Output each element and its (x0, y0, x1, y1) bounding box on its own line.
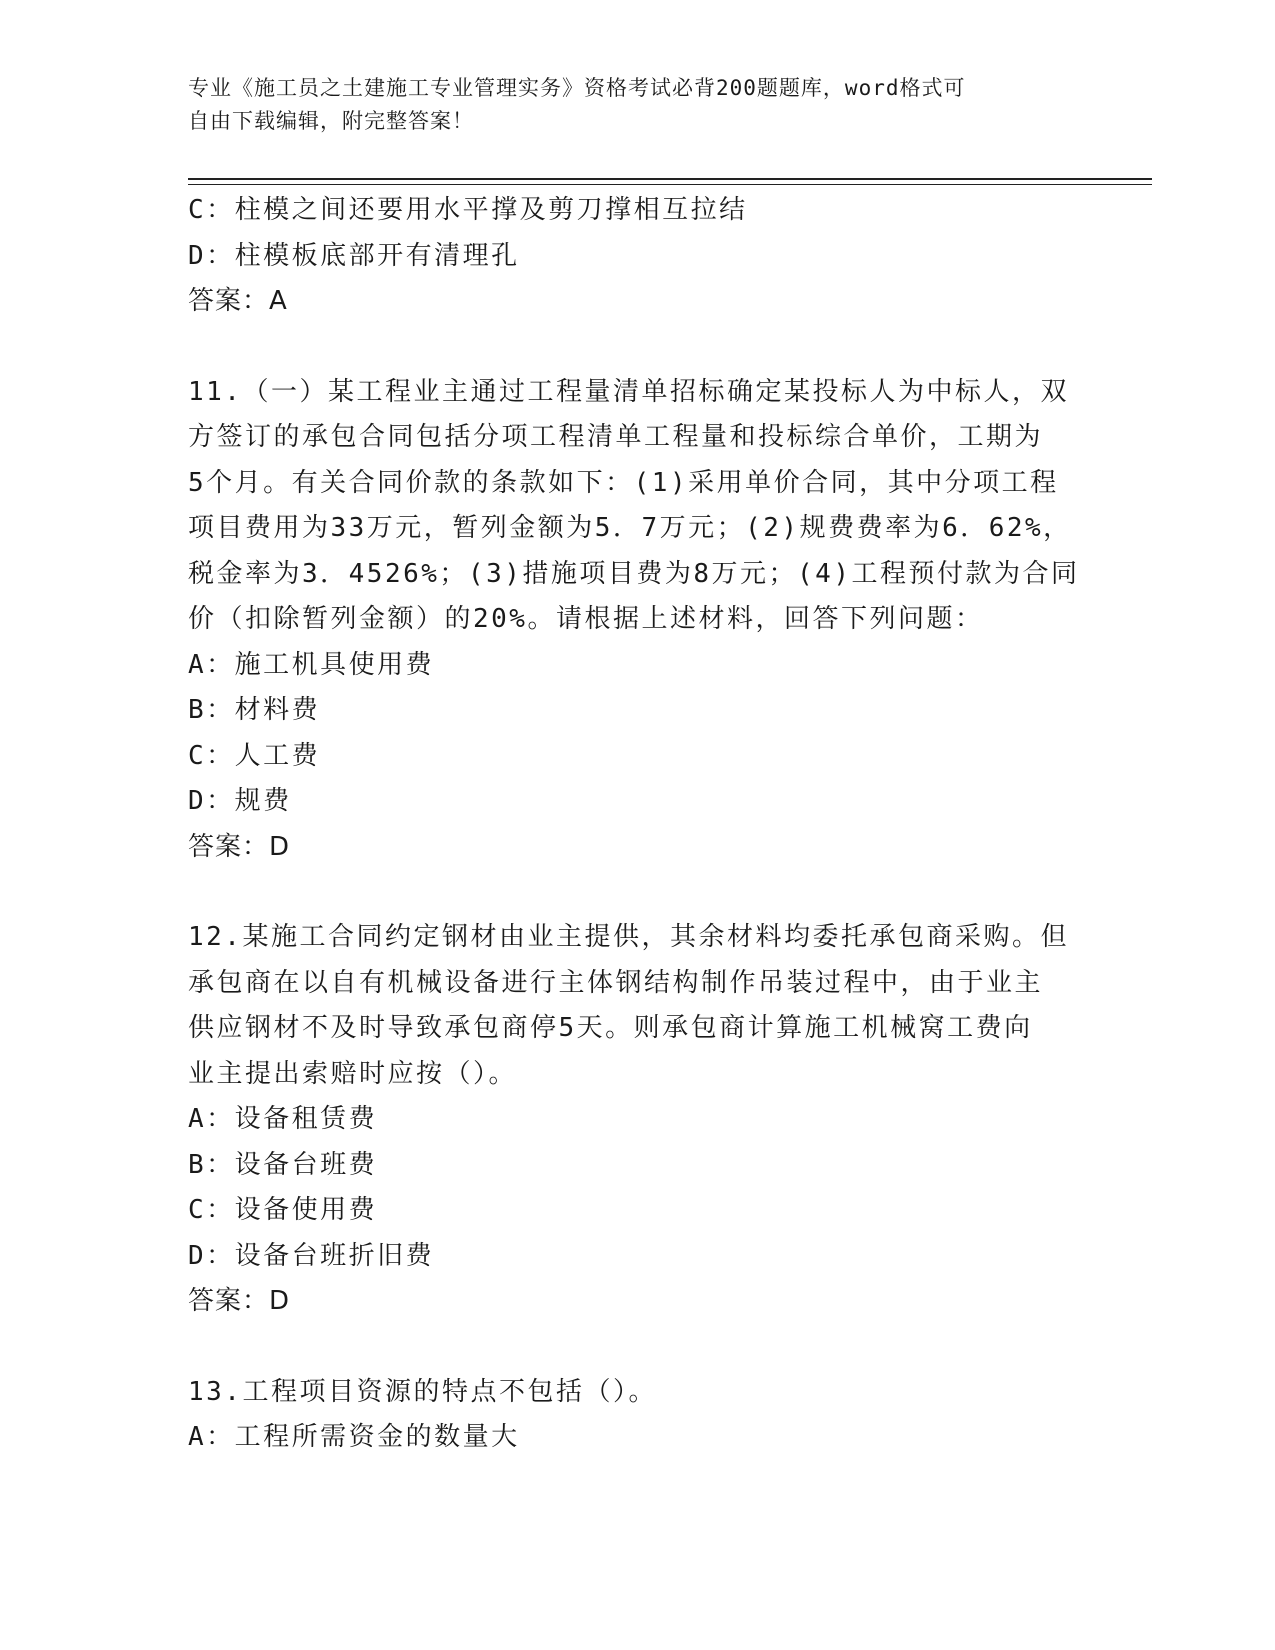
question-11 (188, 370, 1118, 871)
answer: 答案：D (188, 1286, 291, 1316)
option-b: B：材料费 (188, 695, 321, 725)
answer: 答案：D (188, 831, 291, 862)
spacer (188, 870, 1118, 915)
question-13 (188, 1370, 1118, 1461)
question-stem-line: 13.工程项目资源的特点不包括（）。 (188, 1376, 657, 1407)
question-stem-line: 业主提出索赔时应按（）。 (188, 1058, 518, 1089)
question-stem-line: 承包商在以自有机械设备进行主体钢结构制作吊装过程中，由于业主 (188, 967, 1044, 998)
header-divider-thin (188, 184, 1152, 185)
option-c: C：柱模之间还要用水平撑及剪刀撑相互拉结 (188, 195, 748, 225)
header-divider-thick (188, 178, 1152, 180)
question-12 (188, 915, 1118, 1325)
option-d: D：设备台班折旧费 (188, 1240, 435, 1271)
question-stem-line: 5个月。有关合同价款的条款如下：(1)采用单价合同，其中分项工程 (188, 467, 1059, 498)
question-stem-line: 价（扣除暂列金额）的20%。请根据上述材料，回答下列问题： (188, 604, 984, 634)
question-stem-line: 方签订的承包合同包括分项工程清单工程量和投标综合单价，工期为 (188, 422, 1044, 452)
spacer (188, 325, 1118, 370)
answer: 答案：A (188, 286, 288, 316)
option-a: A：工程所需资金的数量大 (188, 1422, 520, 1452)
spacer (188, 1325, 1118, 1370)
question-stem-line: 项目费用为33万元，暂列金额为5．7万元；(2)规费费率为6．62%， (188, 513, 1072, 543)
header-line: 自由下载编辑，附完整答案！ (188, 109, 474, 133)
option-a: A：设备租赁费 (188, 1104, 378, 1134)
question-10-continued (188, 188, 1118, 325)
option-c: C：人工费 (188, 740, 321, 771)
option-d: D：柱模板底部开有清理孔 (188, 240, 520, 271)
option-d: D：规费 (188, 786, 292, 816)
option-a: A：施工机具使用费 (188, 649, 435, 680)
question-stem-line: 12.某施工合同约定钢材由业主提供，其余材料均委托承包商采购。但 (188, 922, 1069, 952)
question-stem-line: 11.（一）某工程业主通过工程量清单招标确定某投标人为中标人，双 (188, 376, 1069, 407)
option-b: B：设备台班费 (188, 1149, 378, 1180)
header-line: 专业《施工员之土建施工专业管理实务》资格考试必背200题题库，word格式可 (188, 76, 966, 100)
document-body (188, 188, 1118, 1461)
document-header (188, 72, 1088, 138)
question-stem-line: 供应钢材不及时导致承包商停5天。则承包商计算施工机械窝工费向 (188, 1013, 1033, 1043)
question-stem-line: 税金率为3．4526%；(3)措施项目费为8万元；(4)工程预付款为合同 (188, 558, 1080, 589)
option-c: C：设备使用费 (188, 1195, 378, 1225)
